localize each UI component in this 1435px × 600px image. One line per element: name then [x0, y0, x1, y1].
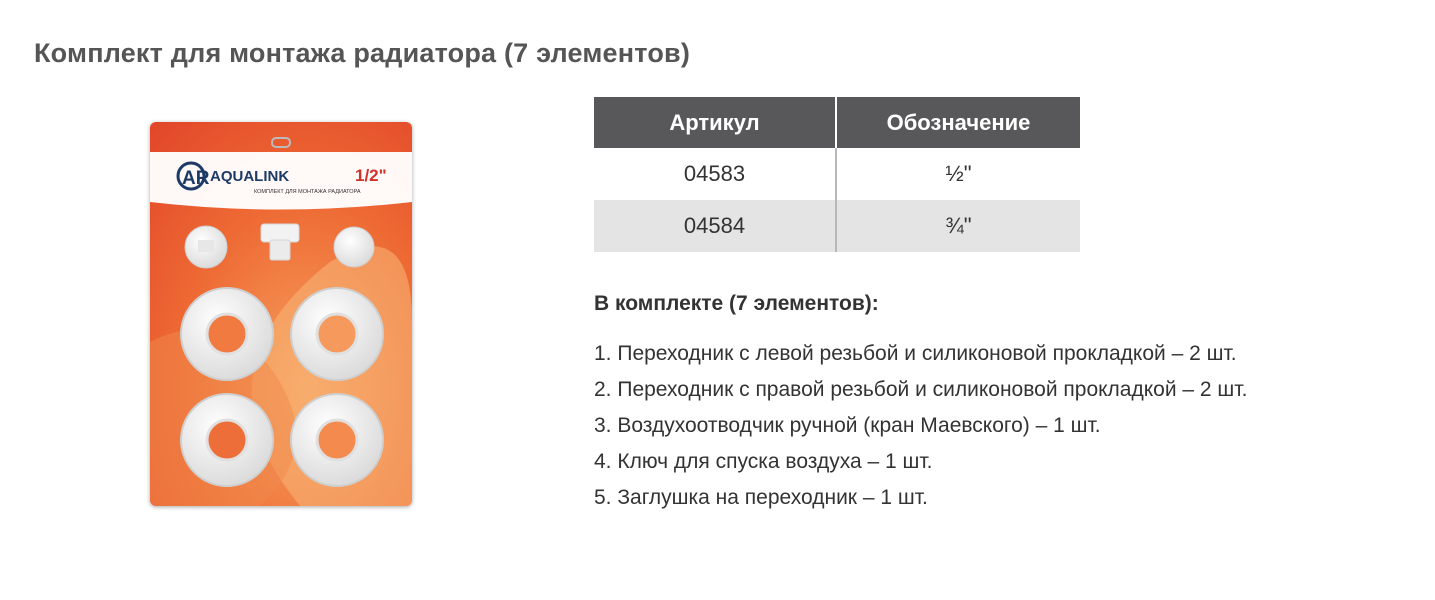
product-image — [150, 122, 412, 506]
table-row — [594, 148, 1080, 200]
air-vent-part — [185, 226, 227, 268]
article-cell: 04583 — [683, 161, 746, 186]
article-table — [594, 97, 1080, 252]
list-item: 1. Переходник с левой резьбой и силиконовой прокладкой – 2 шт. — [594, 342, 1237, 365]
kit-list — [594, 340, 1247, 520]
list-item: 2. Переходник с правой резьбой и силиконовой прокладкой – 2 шт. — [594, 378, 1248, 401]
package-subtitle: КОМПЛЕКТ ДЛЯ МОНТАЖА РАДИАТОРА — [254, 189, 361, 195]
size-label: 1/2" — [355, 166, 387, 185]
brand-name: AQUALINK — [210, 168, 290, 185]
page-title: Комплект для монтажа радиатора (7 элементов) — [34, 38, 691, 68]
list-item: 4. Ключ для спуска воздуха – 1 шт. — [594, 450, 933, 473]
plug-part — [334, 227, 374, 267]
adapter-left-thread-1 — [181, 288, 273, 380]
article-cell: 04584 — [594, 200, 836, 252]
designation-cell: ¾" — [836, 200, 1080, 252]
list-item: 5. Заглушка на переходник – 1 шт. — [594, 486, 928, 509]
designation-cell: ½" — [836, 148, 1080, 200]
header-article: Артикул — [594, 97, 836, 148]
table-row — [594, 200, 1080, 252]
adapter-right-thread-2 — [291, 394, 383, 486]
product-package-illustration — [150, 122, 412, 506]
adapter-left-thread-2 — [291, 288, 383, 380]
svg-text:AR: AR — [182, 168, 210, 189]
list-item: 3. Воздухоотводчик ручной (кран Маевского) – 1 шт. — [594, 414, 1101, 437]
kit-heading: В комплекте (7 элементов): — [594, 292, 879, 315]
table-header-row — [594, 97, 1080, 148]
adapter-right-thread-1 — [181, 394, 273, 486]
header-designation: Обозначение — [836, 97, 1080, 148]
